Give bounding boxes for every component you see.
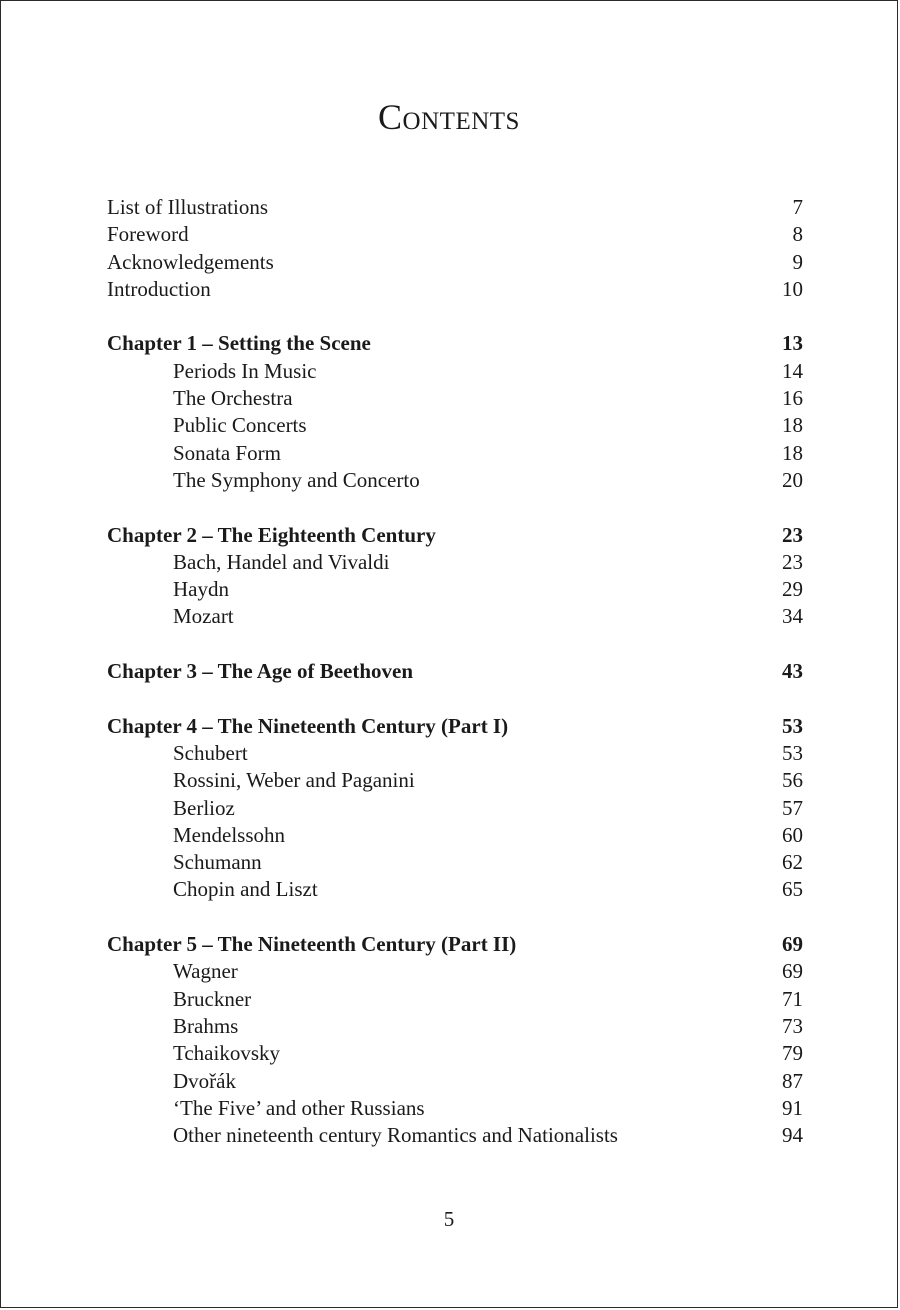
toc-entry-page: 10 [782,276,803,301]
chapter-heading-label: Chapter 5 – The Nineteenth Century (Part II) [107,932,517,957]
section-entry-label: Brahms [173,1013,239,1038]
section-entry-page: 69 [782,959,803,984]
chapter-heading-label: Chapter 4 – The Nineteenth Century (Part I) [107,713,509,738]
section-entry [107,412,803,439]
chapter-heading [107,931,803,958]
chapter-group [107,931,803,1149]
toc-entry-page: 9 [792,249,803,274]
section-entry-page: 62 [782,850,803,875]
toc-entry-page: 8 [792,222,803,247]
chapter-heading-label: Chapter 1 – Setting the Scene [107,331,371,356]
chapter-group [107,330,803,494]
section-entry [107,385,803,412]
section-entry [107,440,803,467]
section-entry [107,549,803,576]
section-entry [107,358,803,385]
section-entry-page: 23 [782,549,803,574]
chapter-heading [107,330,803,357]
section-entry-page: 18 [782,440,803,465]
chapter-heading [107,522,803,549]
section-entry-label: Schumann [173,850,262,875]
section-entry-label: Other nineteenth century Romantics and Nationalists [173,1123,618,1148]
toc-entry-page: 7 [792,195,803,219]
section-entry-page: 87 [782,1068,803,1093]
section-entry [107,986,803,1013]
toc-entry-label: Foreword [107,222,189,247]
section-entry-page: 29 [782,577,803,602]
section-entry-page: 20 [782,467,803,492]
section-entry-label: Mendelssohn [173,822,285,847]
page-number: 5 [443,1207,455,1231]
section-entry-label: The Orchestra [173,386,293,411]
front-matter [107,194,803,303]
chapter-heading-page: 43 [782,659,803,684]
section-entry-page: 71 [782,986,803,1011]
section-entry-label: Schubert [173,740,248,765]
section-entry [107,603,803,630]
section-entry-label: Bach, Handel and Vivaldi [173,549,390,574]
toc-entry-label: List of Illustrations [107,195,268,219]
toc-entry-label: Introduction [107,276,211,301]
chapter-group [107,658,803,685]
section-entry [107,876,803,903]
chapter-heading-label: Chapter 2 – The Eighteenth Century [107,522,436,547]
section-entry-page: 56 [782,768,803,793]
section-entry-label: Haydn [173,577,229,602]
section-entry [107,576,803,603]
section-entry-page: 14 [782,358,803,383]
chapter-heading-page: 53 [782,713,803,738]
chapter-heading [107,658,803,685]
section-entry [107,1040,803,1067]
toc-entry [107,276,803,303]
chapter-group [107,713,803,904]
toc-entry [107,194,803,221]
section-entry-label: Tchaikovsky [173,1041,281,1066]
section-entry-label: Wagner [173,959,238,984]
section-entry [107,1013,803,1040]
section-entry-label: Chopin and Liszt [173,877,318,902]
section-entry-label: Bruckner [173,986,252,1011]
section-entry-label: Public Concerts [173,413,307,438]
toc-entry [107,249,803,276]
section-entry [107,849,803,876]
section-entry-page: 79 [782,1041,803,1066]
chapter-heading-page: 23 [782,522,803,547]
section-entry [107,467,803,494]
section-entry [107,1122,803,1149]
section-entry-page: 16 [782,386,803,411]
section-entry [107,795,803,822]
section-entry-label: ‘The Five’ and other Russians [173,1095,425,1120]
chapter-heading-page: 69 [782,932,803,957]
section-entry-label: Sonata Form [173,440,281,465]
section-entry-label: Mozart [173,604,234,629]
section-entry-page: 65 [782,877,803,902]
section-entry-label: Berlioz [173,795,235,820]
table-of-contents [107,194,803,1177]
section-entry [107,1095,803,1122]
section-entry [107,958,803,985]
section-entry-page: 18 [782,413,803,438]
section-entry-page: 94 [782,1123,803,1148]
section-entry-page: 34 [782,604,803,629]
section-entry [107,740,803,767]
chapter-heading-page: 13 [782,331,803,356]
section-entry-page: 73 [782,1013,803,1038]
section-entry-label: Dvořák [173,1068,236,1093]
chapter-heading [107,713,803,740]
section-entry-page: 60 [782,822,803,847]
chapter-heading-label: Chapter 3 – The Age of Beethoven [107,659,414,684]
section-entry [107,822,803,849]
section-entry-page: 57 [782,795,803,820]
toc-entry-label: Acknowledgements [107,249,274,274]
section-entry-label: Periods In Music [173,358,317,383]
section-entry-page: 53 [782,740,803,765]
chapter-group [107,522,803,631]
section-entry-label: The Symphony and Concerto [173,467,420,492]
section-entry [107,1068,803,1095]
toc-entry [107,221,803,248]
section-entry [107,767,803,794]
section-entry-label: Rossini, Weber and Paganini [173,768,415,793]
page-title: Contents [378,97,520,137]
section-entry-page: 91 [782,1095,803,1120]
